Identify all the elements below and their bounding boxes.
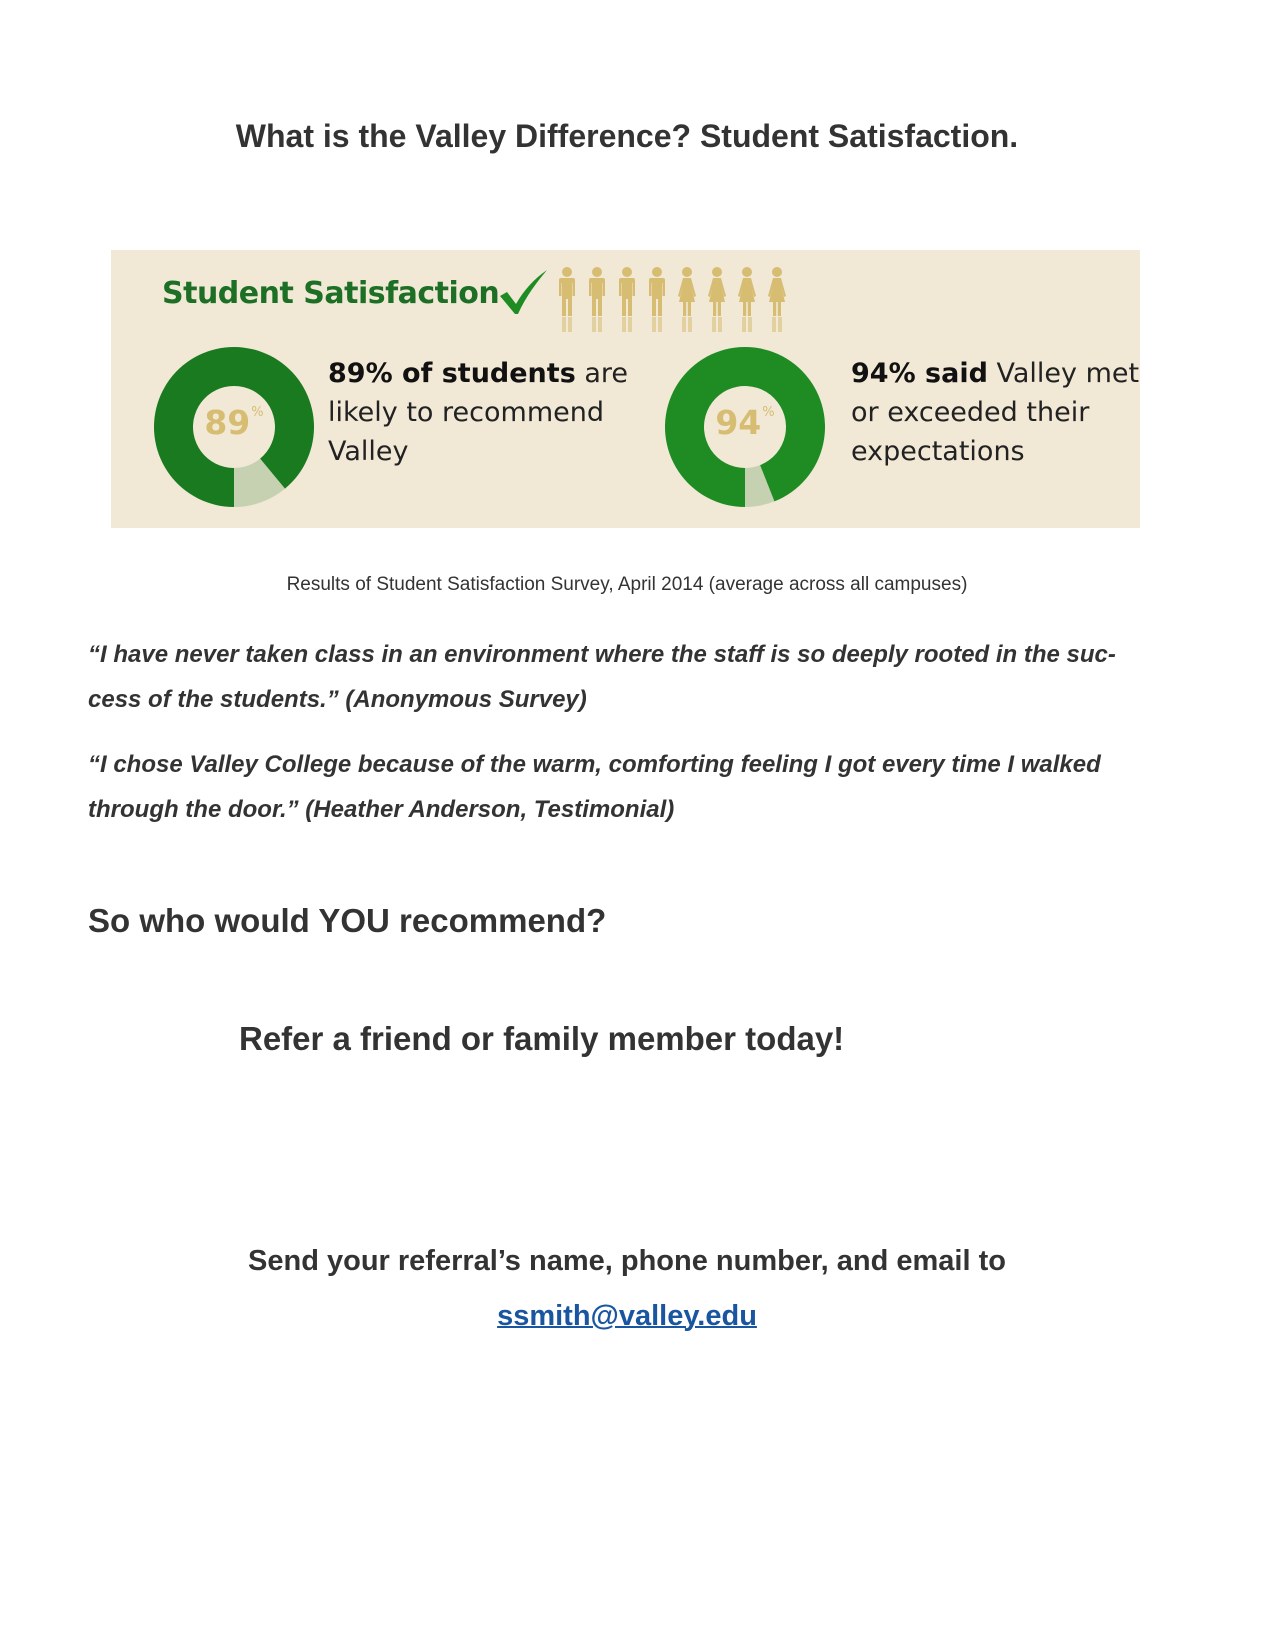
recommend-heading: So who would YOU recommend? xyxy=(88,902,607,939)
refer-heading: Refer a friend or family member today! xyxy=(239,1020,845,1057)
donut-number: 94 xyxy=(715,403,762,442)
send-instructions: Send your referral’s name, phone number, and email to xyxy=(248,1245,1006,1277)
stat-line: expectations xyxy=(851,436,1025,467)
male-person-icon xyxy=(619,267,635,332)
page-title: What is the Valley Difference? Student Satisfaction. xyxy=(235,118,1019,154)
donut-chart-expectations xyxy=(663,345,827,509)
quote-line: “I have never taken class in an environment where the staff is so deeply rooted in the suc- xyxy=(88,641,1116,668)
checkmark-icon xyxy=(497,268,549,316)
email-line xyxy=(0,1300,1254,1333)
stat-expectations-text xyxy=(851,354,1139,471)
female-person-icon xyxy=(678,267,696,332)
stat-line: likely to recommend xyxy=(328,397,604,428)
stat-recommend-text xyxy=(328,354,628,471)
percent-sign: % xyxy=(251,405,264,420)
survey-caption: Results of Student Satisfaction Survey, April 2014 (average across all campuses) xyxy=(286,574,968,595)
quote-testimonial xyxy=(88,742,1101,832)
stat-bold: 94% said xyxy=(851,358,988,389)
stat-line: Valley xyxy=(328,436,409,467)
stat-bold: 89% of students xyxy=(328,358,576,389)
donut-value-label xyxy=(663,403,827,442)
female-person-icon xyxy=(768,267,786,332)
people-icons xyxy=(554,266,794,334)
infographic-title: Student Satisfaction xyxy=(162,276,500,311)
female-person-icon xyxy=(708,267,726,332)
donut-number: 89 xyxy=(204,403,251,442)
donut-chart-recommend xyxy=(152,345,316,509)
email-link[interactable]: ssmith@valley.edu xyxy=(497,1300,757,1332)
female-person-icon xyxy=(738,267,756,332)
percent-sign: % xyxy=(762,405,775,420)
stat-line: Valley met xyxy=(987,358,1140,389)
stat-line: or exceeded their xyxy=(851,397,1090,428)
male-person-icon xyxy=(559,267,575,332)
male-person-icon xyxy=(589,267,605,332)
quote-line: “I chose Valley College because of the warm, comforting feeling I got every time I walked xyxy=(88,751,1101,778)
quote-line: through the door.” (Heather Anderson, Testimonial) xyxy=(88,796,675,823)
quote-anonymous xyxy=(88,632,1116,722)
male-person-icon xyxy=(649,267,665,332)
stat-line: are xyxy=(575,358,629,389)
donut-value-label xyxy=(152,403,316,442)
quote-line: cess of the students.” (Anonymous Survey) xyxy=(88,686,587,713)
satisfaction-infographic xyxy=(111,250,1140,528)
